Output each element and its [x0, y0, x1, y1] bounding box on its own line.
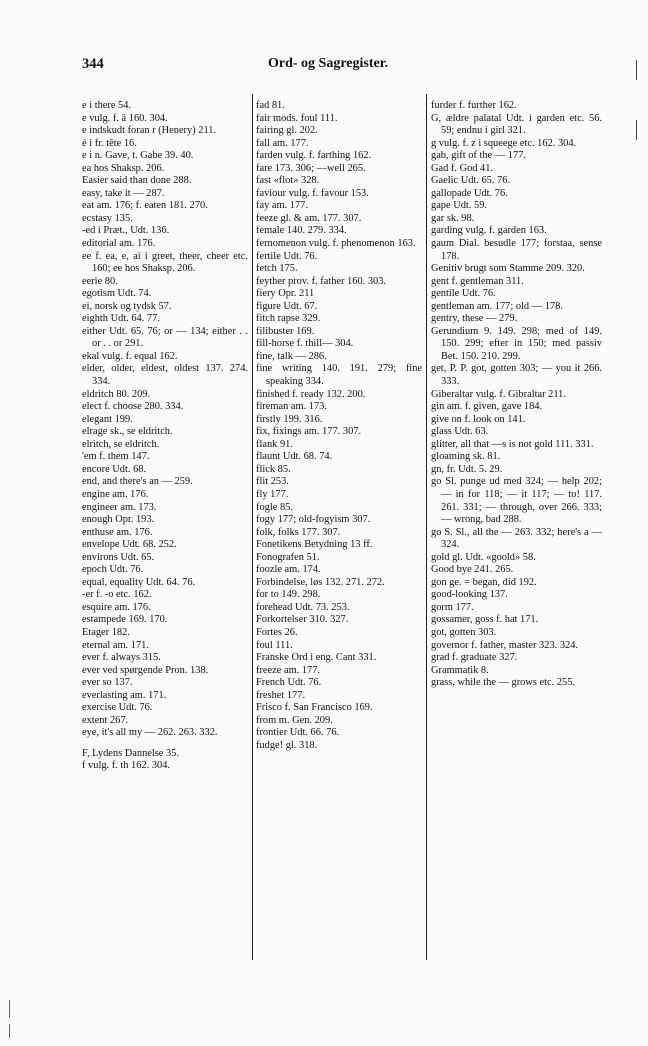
index-entry: gab, gift of the — 177.: [431, 150, 526, 162]
index-entry: epoch Udt. 76.: [82, 564, 144, 576]
index-entry: 'em f. them 147.: [82, 451, 150, 463]
index-entry: ever so 137.: [82, 677, 133, 689]
index-entry: Forkortelser 310. 327.: [256, 614, 349, 626]
index-entry: enthuse am. 176.: [82, 526, 153, 538]
index-entry: fine writing 140. 191. 279; fine speaking 334.: [256, 363, 422, 388]
column-divider: [426, 94, 427, 960]
index-entry: gorm 177.: [431, 601, 474, 613]
index-entry: extent 267.: [82, 714, 129, 726]
index-entry: ee f. ea, e, ai i greet, theer, cheer etc. 160; ee hos Shaksp. 206.: [82, 250, 248, 275]
index-entry: foul 111.: [256, 639, 293, 651]
index-entry: gentile Udt. 76.: [431, 288, 496, 300]
index-entry: editorial am. 176.: [82, 238, 156, 250]
index-entry: give on f. look on 141.: [431, 413, 526, 425]
index-entry: Fortes 26.: [256, 626, 298, 638]
index-entry: flick 85.: [256, 463, 291, 475]
index-column-3: [431, 100, 602, 690]
index-entry: eerie 80.: [82, 275, 118, 287]
index-entry: fly 177.: [256, 488, 289, 500]
index-entry: fetch 175.: [256, 263, 298, 275]
index-entry: go S. Sl., all the — 263. 332; here's a — 324.: [431, 526, 602, 551]
index-entry: g vulg. f. z i squeege etc. 162. 304.: [431, 137, 577, 149]
index-entry: Forbindelse, løs 132. 271. 272.: [256, 576, 385, 588]
index-entry: go Sl. punge ud med 324; — help 202; — in for 118; — it 117; — to! 117. 261. 331; — through, over 266. 333; — wrong, bad 288.: [431, 476, 602, 526]
index-entry: equal, equality Udt. 64. 76.: [82, 576, 196, 588]
index-entry: Gerundium 9. 149. 298; med of 149. 150. 299; efter in 150; med passiv Bet. 150. 210. 299.: [431, 325, 602, 362]
index-entry: gold gl. Udt. «goold» 58.: [431, 551, 536, 563]
index-entry: figure Udt. 67.: [256, 300, 318, 312]
index-entry: faviour vulg. f. favour 153.: [256, 187, 369, 199]
index-entry: governor f. father, master 323. 324.: [431, 639, 579, 651]
index-entry: fiery Opr. 211: [256, 288, 315, 300]
index-entry: envelope Udt. 68. 252.: [82, 539, 177, 551]
index-entry: folk, folks 177. 307.: [256, 526, 341, 538]
index-entry: ever ved spørgende Pron. 138.: [82, 664, 209, 676]
index-entry: fernomenon vulg. f. phenomenon 163.: [256, 238, 416, 250]
index-entry: fall am. 177.: [256, 137, 309, 149]
index-entry: elect f. choose 280. 334.: [82, 401, 184, 413]
index-entry: good-looking 137.: [431, 589, 508, 601]
index-entry: filibuster 169.: [256, 325, 315, 337]
index-entry: ever f. always 315.: [82, 652, 161, 664]
margin-mark: [9, 1000, 10, 1018]
index-entry: feyther prov. f. father 160. 303.: [256, 275, 387, 287]
index-entry: Gad f. God 41.: [431, 162, 494, 174]
index-entry: freeze am. 177.: [256, 664, 321, 676]
index-entry: elritch, se eldritch.: [82, 438, 160, 450]
index-entry: gape Udt. 59.: [431, 200, 487, 212]
index-entry: fast «flot» 328.: [256, 175, 320, 187]
index-entry: gentry, these — 279.: [431, 313, 518, 325]
index-entry: engine am. 176.: [82, 488, 149, 500]
index-entry: gaum Dial. besudle 177; forstaa, sense 178.: [431, 238, 602, 262]
section-gap: [82, 740, 248, 748]
index-entry: flit 253.: [256, 476, 289, 488]
index-entry: eye, it's all my — 262. 263. 332.: [82, 727, 218, 739]
index-entry: eat am. 176; f. eaten 181. 270.: [82, 200, 208, 212]
index-entry: G, ældre palatal Udt. i garden etc. 56. 59; endnu i girl 321.: [431, 112, 602, 137]
index-entry: environs Udt. 65.: [82, 551, 155, 563]
index-entry: eighth Udt. 64. 77.: [82, 313, 160, 325]
index-entry: fireman am. 173.: [256, 401, 327, 413]
index-entry: fertile Udt. 76.: [256, 250, 318, 262]
index-entry: farden vulg. f. farthing 162.: [256, 150, 372, 162]
index-entry: fogy 177; old-fogyism 307.: [256, 514, 371, 526]
page-edge-mark: [636, 60, 637, 80]
index-entry: gn, fr. Udt. 5. 29.: [431, 463, 503, 475]
index-entry: gar sk. 98.: [431, 212, 475, 224]
index-entry: -er f. -o etc. 162.: [82, 589, 152, 601]
index-entry: Easier said than done 288.: [82, 175, 192, 187]
index-entry: Fonetikens Betydning 13 ff.: [256, 539, 373, 551]
index-entry: foozle am. 174.: [256, 564, 321, 576]
index-entry: -ed i Præt., Udt. 136.: [82, 225, 170, 237]
index-entry: for to 149. 298.: [256, 589, 321, 601]
index-entry: f vulg. f. th 162. 304.: [82, 760, 171, 772]
index-entry: elegant 199.: [82, 413, 133, 425]
index-entry: Fonografen 51.: [256, 551, 320, 563]
index-entry: everlasting am. 171.: [82, 689, 167, 701]
index-entry: got, gotten 303.: [431, 626, 497, 638]
index-entry: female 140. 279. 334.: [256, 225, 347, 237]
index-entry: Frisco f. San Francisco 169.: [256, 702, 373, 714]
index-entry: exercise Udt. 76.: [82, 702, 153, 714]
index-entry: get, P. P. got, gotten 303; — you it 266. 333.: [431, 363, 602, 388]
index-entry: gossamer, goss f. hat 171.: [431, 614, 539, 626]
page-edge-mark: [636, 120, 637, 140]
index-entry: fay am. 177.: [256, 200, 308, 212]
index-entry: frontier Udt. 66. 76.: [256, 727, 340, 739]
index-entry: egotism Udt. 74.: [82, 288, 152, 300]
index-entry: gloaming sk. 81.: [431, 451, 501, 463]
index-entry: é i fr. tête 16.: [82, 137, 137, 149]
index-entry: glitter, all that —s is not gold 111. 331.: [431, 438, 594, 450]
index-entry: grass, while the — grows etc. 255.: [431, 677, 575, 689]
column-divider: [252, 94, 253, 960]
index-entry: ei, norsk og tydsk 57.: [82, 300, 172, 312]
index-entry: Good bye 241. 265.: [431, 564, 514, 576]
index-entry: enough Opr. 193.: [82, 514, 155, 526]
index-entry: French Udt. 76.: [256, 677, 322, 689]
index-entry: ea hos Shaksp. 206.: [82, 162, 165, 174]
index-entry: fairing gl. 202.: [256, 125, 318, 137]
index-entry: gon ge. = began, did 192.: [431, 576, 537, 588]
index-entry: elrage sk., se eldritch.: [82, 426, 173, 438]
index-entry: elder, older, eldest, oldest 137. 274. 334.: [82, 363, 248, 388]
index-entry: e vulg. f. ä 160. 304.: [82, 112, 168, 124]
index-entry: flaunt Udt. 68. 74.: [256, 451, 333, 463]
index-entry: firstly 199. 316.: [256, 413, 323, 425]
index-entry: F, Lydens Dannelse 35.: [82, 747, 179, 759]
index-entry: from m. Gen. 209.: [256, 714, 333, 726]
index-entry: eldritch 80. 209.: [82, 388, 151, 400]
margin-mark: [9, 1024, 10, 1038]
index-entry: esquire am. 176.: [82, 601, 151, 613]
index-column-2: [256, 100, 422, 752]
index-entry: e i there 54.: [82, 100, 132, 111]
index-entry: ekal vulg. f. equal 162.: [82, 350, 178, 362]
index-entry: estampede 169. 170.: [82, 614, 168, 626]
index-entry: flank 91.: [256, 438, 293, 450]
index-entry: furder f. further 162.: [431, 100, 517, 111]
index-entry: fix, fixings am. 177. 307.: [256, 426, 362, 438]
page-number: 344: [82, 56, 104, 72]
index-entry: gent f. gentleman 311.: [431, 275, 524, 287]
page-header: [82, 56, 602, 74]
index-entry: fad 81.: [256, 100, 285, 111]
index-entry: grad f. graduate 327.: [431, 652, 518, 664]
index-entry: Genitiv brugt som Stamme 209. 320.: [431, 263, 585, 275]
index-entry: encore Udt. 68.: [82, 463, 147, 475]
index-entry: Etager 182.: [82, 626, 130, 638]
index-entry: gentleman am. 177; old — 178.: [431, 300, 563, 312]
index-entry: Grammatik 8.: [431, 664, 489, 676]
index-entry: e i n. Gave, t. Gabe 39. 40.: [82, 150, 194, 162]
index-entry: Gaelic Udt. 65. 76.: [431, 175, 511, 187]
index-entry: gin am. f. given, gave 184.: [431, 401, 543, 413]
index-entry: fudge! gl. 318.: [256, 739, 318, 751]
index-entry: fare 173. 306; —well 265.: [256, 162, 366, 174]
index-entry: fogle 85.: [256, 501, 293, 513]
index-entry: engineer am. 173.: [82, 501, 157, 513]
index-entry: Franske Ord i eng. Cant 331.: [256, 652, 377, 664]
page-title: Ord- og Sagregister.: [268, 56, 389, 71]
index-entry: fitch rapse 329.: [256, 313, 321, 325]
index-entry: finished f. ready 132. 200.: [256, 388, 366, 400]
index-entry: end, and there's an — 259.: [82, 476, 193, 488]
index-entry: fair mods. foul 111.: [256, 112, 338, 124]
index-entry: e indskudt foran r (Henery) 211.: [82, 125, 217, 137]
index-entry: fine, talk — 286.: [256, 350, 327, 362]
index-entry: ecstasy 135.: [82, 212, 133, 224]
index-entry: glass Udt. 63.: [431, 426, 489, 438]
index-entry: Giberaltar vulg. f. Gibraltar 211.: [431, 388, 566, 400]
index-entry: easy, take it — 287.: [82, 187, 165, 199]
index-entry: freshet 177.: [256, 689, 306, 701]
index-entry: garding vulg. f. garden 163.: [431, 225, 547, 237]
index-entry: fill-horse f. thill— 304.: [256, 338, 354, 350]
index-column-1: [82, 100, 248, 773]
index-entry: forehead Udt. 73. 253.: [256, 601, 350, 613]
index-entry: eternal am. 171.: [82, 639, 149, 651]
index-entry: either Udt. 65. 76; or — 134; either . . or . . or 291.: [82, 325, 248, 350]
index-entry: gallopade Udt. 76.: [431, 187, 508, 199]
index-entry: feeze gl. & am. 177. 307.: [256, 212, 362, 224]
